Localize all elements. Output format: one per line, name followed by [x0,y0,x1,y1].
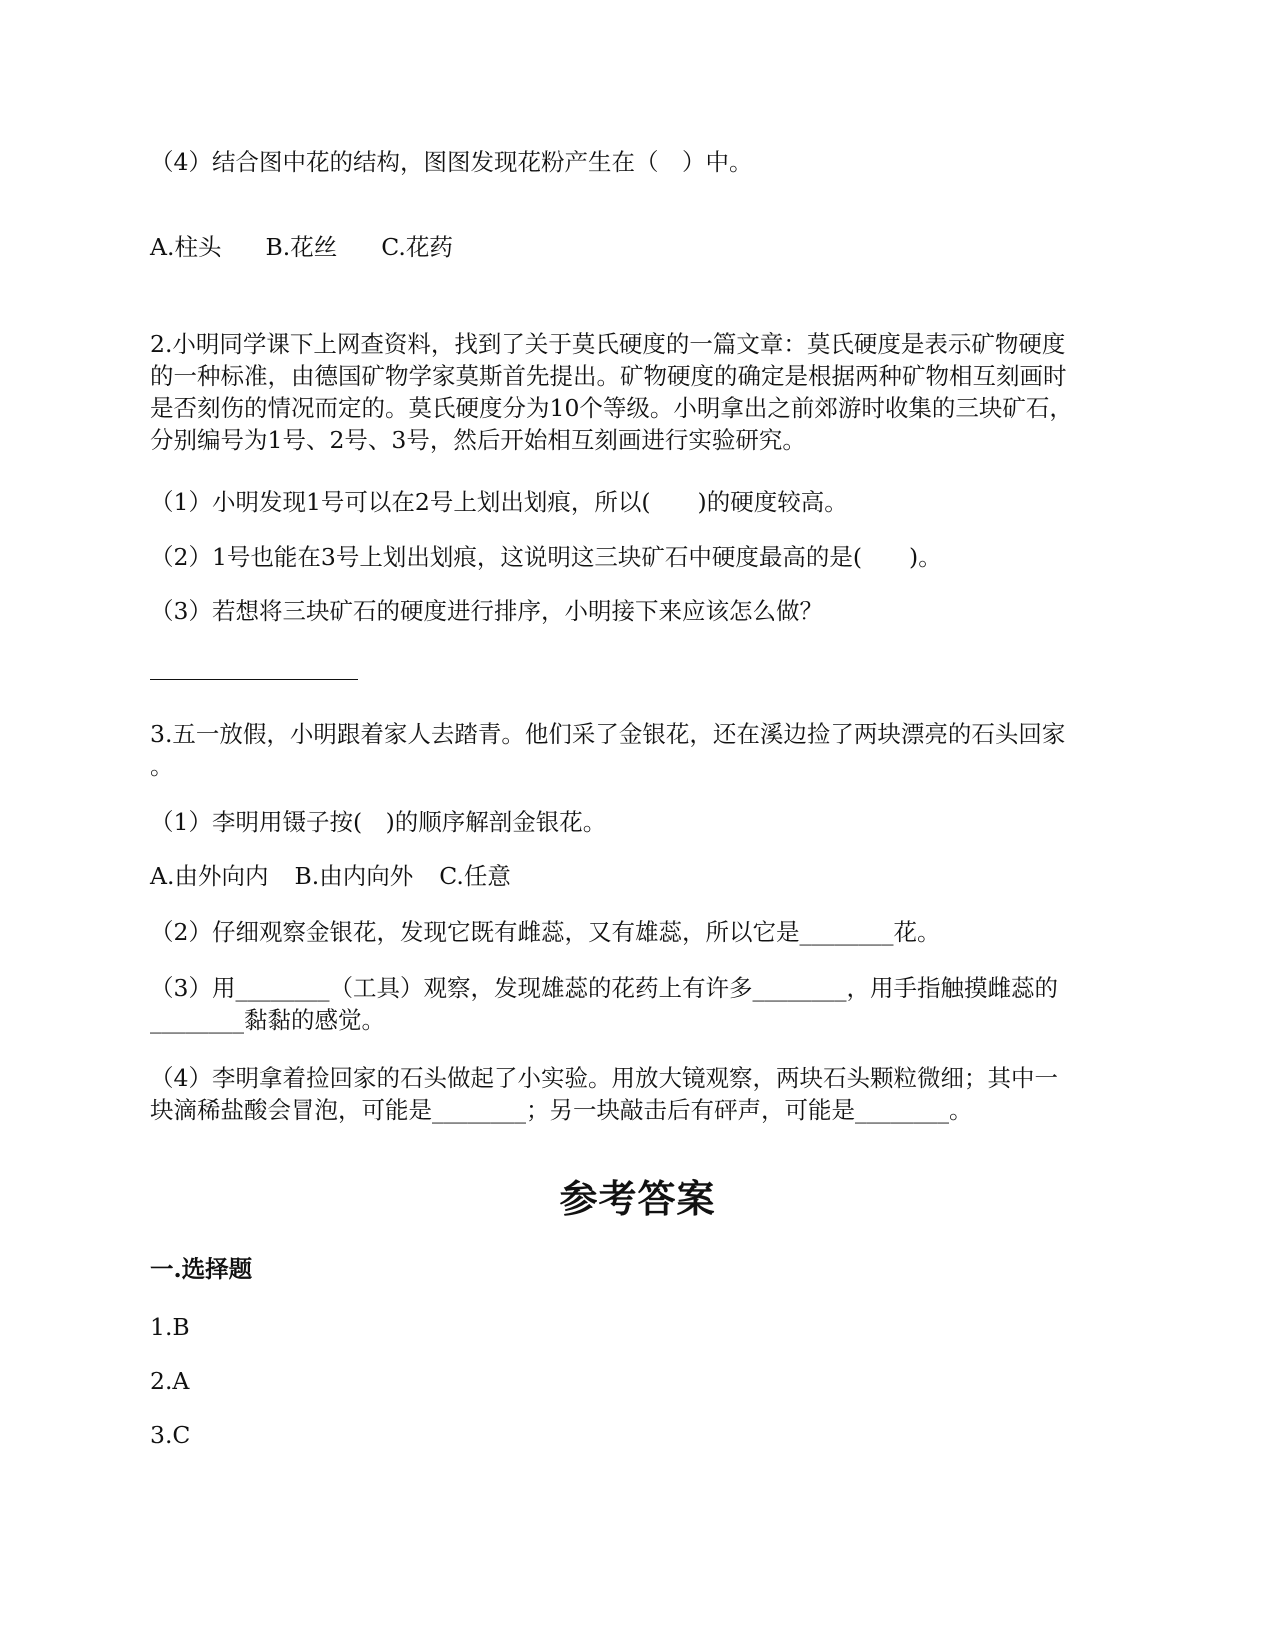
q3-sub1: （1）李明用镊子按( )的顺序解剖金银花。 [150,808,607,836]
q3-sub2: （2）仔细观察金银花，发现它既有雌蕊，又有雄蕊，所以它是________花。 [150,918,941,946]
q2-sub1: （1）小明发现1号可以在2号上划出划痕，所以( )的硬度较高。 [150,488,848,516]
answer-item: 1.B [150,1313,190,1341]
q3-intro-line: 。 [150,752,174,780]
q3-sub4 [150,1062,1125,1126]
option-b: B.花丝 [265,233,338,261]
q3-intro-line: 3.五一放假，小明跟着家人去踏青。他们采了金银花，还在溪边捡了两块漂亮的石头回家 [150,720,1066,748]
q2-intro-line: 是否刻伤的情况而定的。莫氏硬度分为10个等级。小明拿出之前郊游时收集的三块矿石， [150,394,1073,422]
q3-intro [150,718,1125,782]
section-heading: 一.选择题 [150,1255,253,1283]
q3-sub3 [150,972,1125,1036]
q2-intro [150,328,1125,456]
q3-sub3-line: （3）用________（工具）观察，发现雄蕊的花药上有许多________，用手指触摸雌蕊的 [150,974,1058,1002]
option-b: B.由内向外 [294,862,414,890]
q3-sub1-options [150,860,1125,892]
answer-blank-line [150,679,358,680]
answer-key-title: 参考答案 [559,1176,716,1221]
answer-item: 3.C [150,1421,191,1449]
option-c: C.花药 [381,233,453,261]
q3-sub4-line: 块滴稀盐酸会冒泡，可能是________；另一块敲击后有砰声，可能是________。 [150,1096,973,1124]
q3-sub3-line: ________黏黏的感觉。 [150,1006,385,1034]
option-c: C.任意 [439,862,511,890]
q2-intro-line: 2.小明同学课下上网查资料，找到了关于莫氏硬度的一篇文章：莫氏硬度是表示矿物硬度 [150,330,1066,358]
q2-intro-line: 的一种标准，由德国矿物学家莫斯首先提出。矿物硬度的确定是根据两种矿物相互刻画时 [150,362,1067,390]
option-a: A.柱头 [150,233,222,261]
q1-4-stem: （4）结合图中花的结构，图图发现花粉产生在（ ）中。 [150,148,753,176]
q3-sub4-line: （4）李明拿着捡回家的石头做起了小实验。用放大镜观察，两块石头颗粒微细；其中一 [150,1064,1058,1092]
q2-sub2: （2）1号也能在3号上划出划痕，这说明这三块矿石中硬度最高的是( )。 [150,543,942,571]
q1-4-options [150,231,1125,263]
q2-intro-line: 分别编号为1号、2号、3号，然后开始相互刻画进行实验研究。 [150,426,806,454]
option-a: A.由外向内 [150,862,269,890]
answer-item: 2.A [150,1367,190,1395]
q2-sub3: （3）若想将三块矿石的硬度进行排序，小明接下来应该怎么做？ [150,597,823,625]
